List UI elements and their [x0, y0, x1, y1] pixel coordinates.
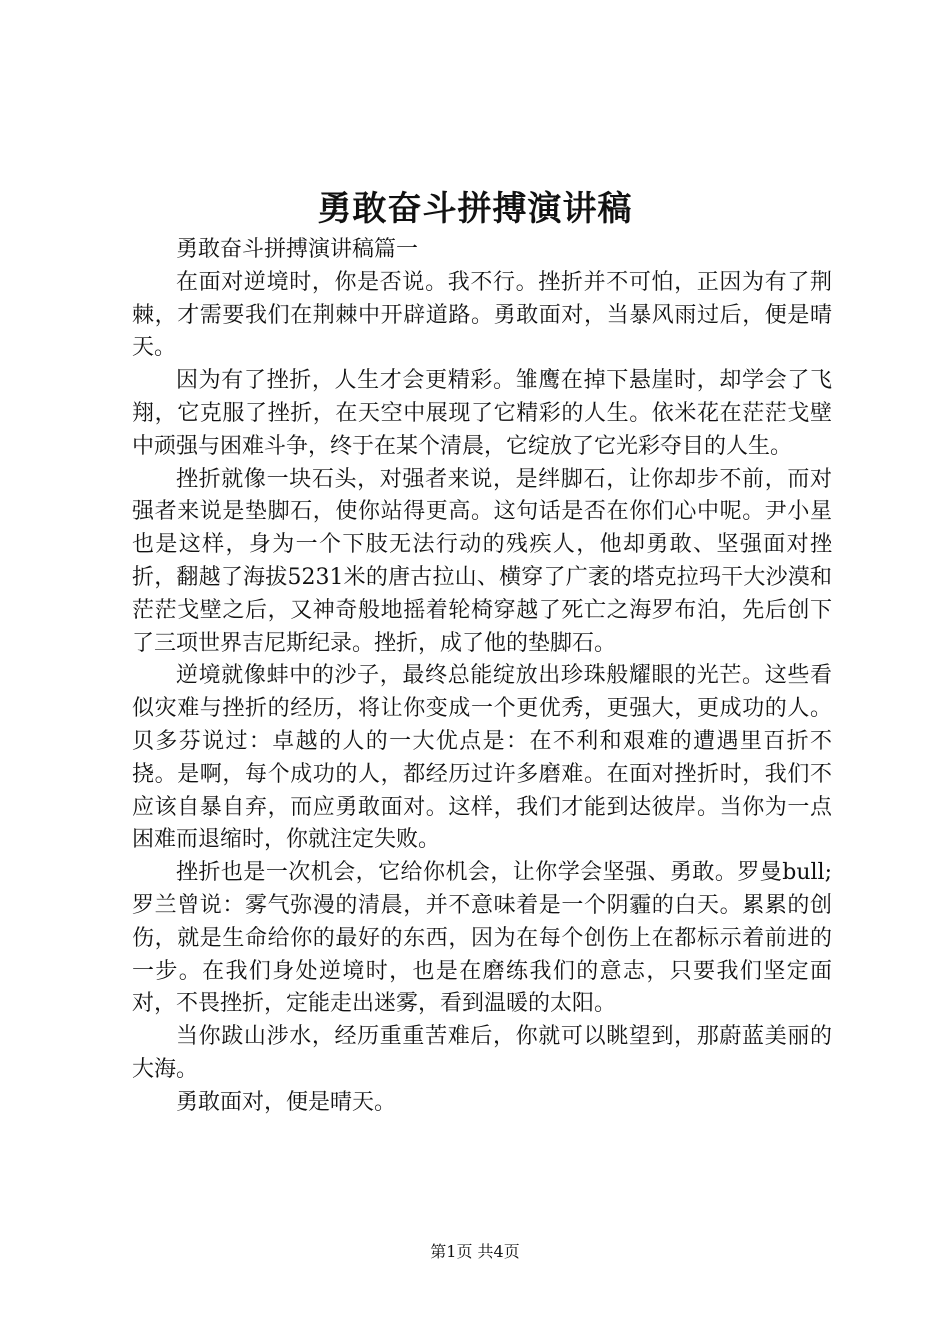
paragraph-2: 因为有了挫折，人生才会更精彩。雏鹰在掉下悬崖时，却学会了飞翔，它克服了挫折，在天空中展现了它精彩的人生。依米花在茫茫戈壁中顽强与困难斗争，终于在某个清晨，它绽放了它光彩夺目的人生。 — [132, 368, 832, 459]
paragraph-4: 逆境就像蚌中的沙子，最终总能绽放出珍珠般耀眼的光芒。这些看似灾难与挫折的经历，将让你变成一个更优秀，更强大，更成功的人。贝多芬说过：卓越的人的一大优点是：在不利和艰难的遭遇里百折不挠。是啊，每个成功的人，都经历过许多磨难。在面对挫折时，我们不应该自暴自弃，而应勇敢面对。这样，我们才能到达彼岸。当你为一点困难而退缩时，你就注定失败。 — [132, 663, 832, 853]
document-title: 勇敢奋斗拼搏演讲稿 — [317, 189, 633, 229]
paragraph-7: 勇敢面对，便是晴天。 — [176, 1089, 397, 1115]
document-body — [132, 234, 832, 1120]
paragraph-3: 挫折就像一块石头，对强者来说，是绊脚石，让你却步不前，而对强者来说是垫脚石，使你站得更高。这句话是否在你们心中呢。尹小星也是这样，身为一个下肢无法行动的残疾人，他却勇敢、坚强面对挫折，翻越了海拔5231米的唐古拉山、横穿了广袤的塔克拉玛干大沙漠和茫茫戈壁之后，又神奇般地摇着轮椅穿越了死亡之海罗布泊，先后创下了三项世界吉尼斯纪录。挫折，成了他的垫脚石。 — [132, 466, 832, 656]
section-heading: 勇敢奋斗拼搏演讲稿篇一 — [176, 237, 419, 262]
page-footer: 第1页 共4页 — [430, 1242, 520, 1261]
paragraph-6: 当你跋山涉水，经历重重苦难后，你就可以眺望到，那蔚蓝美丽的大海。 — [132, 1024, 832, 1082]
paragraph-5: 挫折也是一次机会，它给你机会，让你学会坚强、勇敢。罗曼bull;罗兰曾说：雾气弥漫的清晨，并不意味着是一个阴霾的白天。累累的创伤，就是生命给你的最好的东西，因为在每个创伤上在都标示着前进的一步。在我们身处逆境时，也是在磨练我们的意志，只要我们坚定面对，不畏挫折，定能走出迷雾，看到温暖的太阳。 — [132, 860, 832, 1017]
paragraph-1: 在面对逆境时，你是否说。我不行。挫折并不可怕，正因为有了荆棘，才需要我们在荆棘中开辟道路。勇敢面对，当暴风雨过后，便是晴天。 — [132, 269, 832, 361]
